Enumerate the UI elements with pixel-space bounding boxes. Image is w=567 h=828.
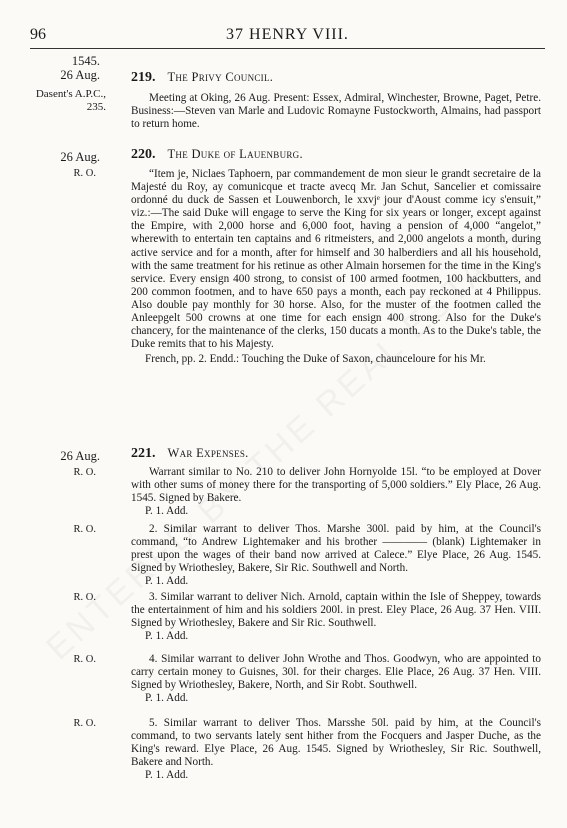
- item-5-source: R. O.: [73, 718, 96, 729]
- entry-221-date: 26 Aug.: [60, 449, 100, 463]
- entry-219-heading: 219. The Privy Council.: [131, 70, 274, 85]
- item-1-text: Warrant similar to No. 210 to deliver John Hornyolde 15l. “to be employed at Dover with other sums of money there for the transporting of 5,000 soldiers.” Ely Place, 26 Aug. 1545. Signed by Bakere. P. 1. Add.: [131, 466, 541, 518]
- item-5-text: 5. Similar warrant to deliver Thos. Marsshe 50l. paid by him, at the Council's command, to two servants lately sent hither from the Focquers and Jasper Duche, as the King's reward. Elye Place, 26 Aug. 1545. Signed by Wriothesley, Sir Ric. Southwell, Bakere and North. P. 1. Add.: [131, 717, 541, 782]
- margin-year: 1545. 26 Aug.: [60, 54, 100, 82]
- entry-219-text: Meeting at Oking, 26 Aug. Present: Essex, Admiral, Winchester, Browne, Paget, Petre. Business:—Steven van Marle and Ludovic Romayne Fustockworth, Almains, had passport to return home.: [131, 92, 541, 131]
- item-2-text: 2. Similar warrant to deliver Thos. Marshe 300l. paid by him, at the Council's command, “to Andrew Lightemaker and his brother ———— (blank) Lightemaker in prest upon the wages of their band now arrived at Calece.” Elye Place, 26 Aug. 1545. Signed by Wriothesley, Bakere, Sir Ric. Southwell and North. P. 1. Add.: [131, 523, 541, 588]
- page-number: 96: [30, 26, 46, 43]
- item-4-source: R. O.: [73, 654, 96, 665]
- entry-220-source: R. O.: [73, 168, 96, 179]
- entry-221-heading: 221. War Expenses.: [131, 446, 249, 461]
- running-title: 37 HENRY VIII.: [226, 26, 349, 43]
- entry-220-note: French, pp. 2. Endd.: Touching the Duke of Saxon, chaunceloure for his Mr.: [145, 353, 486, 366]
- header-rule: [30, 48, 545, 49]
- entry-220-heading: 220. The Duke of Lauenburg.: [131, 147, 303, 162]
- entry-220-text: “Item je, Niclaes Taphoern, par commandement de mon sieur le grandt secretaire de la Majesté du Roy, ay comunicque et tracte avecq Mr. Jan Schut, Sancelier et comissaire ordonné du duck de Sassen et Louwenborch, le xxvjᵉ jour d'Aoust comme icy s'ensuit,” viz.:—The said Duke will engage to serve the King for six years or longer, except against the Empire, with 2,000 horse and 6,000 foot, having a pension of 4,000 “angelot,” wherewith to entertain ten captains and 6 ritmeisters, and 2,000 angelots a month, during active service and for a month, after for himself and 30 halberdiers and all his household, with the same treatment for his retinue as other Almain horsemen for the time in the King's service. Every ensign 400 strong, to consist of 100 armed footmen, 100 hackbutters, and 200 common footmen, and to have 650 pays a month, each pay reckoned at 4 Philippus. Also double pay monthly for 30 horse. Also, for the muster of the footmen called the Anleepgelt 500 crowns at one time for each ensign 400 strong. Also for the Duke's chancery, for the maintenance of the clerks, 150 ducats a month. As to the Duke's table, the Duke remits that to his Majesty. French, pp. 2. Endd.: Touching the Duke of Saxon, chaunceloure for his Mr.: [131, 168, 541, 366]
- item-2-source: R. O.: [73, 524, 96, 535]
- item-1-source: R. O.: [73, 467, 96, 478]
- item-3-text: 3. Similar warrant to deliver Nich. Arnold, captain within the Isle of Sheppey, towards the entertainment of him and his soldiers 200l. in prest. Eley Place, 26 Aug. 37 Hen. VIII. Signed by Wriothesley, Bakere and Sir Ric. Southwell. P. 1. Add.: [131, 591, 541, 643]
- margin-dasent: Dasent's A.P.C., 235.: [35, 88, 106, 113]
- entry-220-date: 26 Aug.: [60, 150, 100, 164]
- page-header: [30, 26, 545, 44]
- item-4-text: 4. Similar warrant to deliver John Wrothe and Thos. Goodwyn, who are appointed to carry certain money to Guisnes, 30l. for their charges. Elie Place, 26 Aug. 37 Hen. VIII. Signed by Wriothesley, Bakere, North, and Sir Robt. Southwell. P. 1. Add.: [131, 653, 541, 705]
- item-3-source: R. O.: [73, 592, 96, 603]
